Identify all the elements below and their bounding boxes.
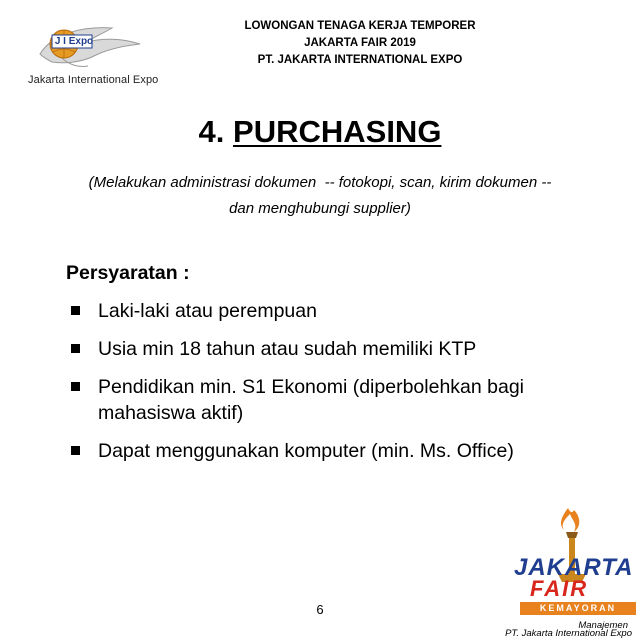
requirements-list	[68, 298, 608, 476]
document-header	[200, 18, 520, 69]
jiexpo-caption: Jakarta International Expo	[28, 74, 159, 86]
title-text: PURCHASING	[233, 114, 442, 149]
header-line-1: LOWONGAN TENAGA KERJA TEMPORER	[244, 20, 476, 32]
manajemen-label: Manajemen	[578, 620, 628, 631]
kemayoran-text: KEMAYORAN	[539, 603, 617, 613]
footer-company-name: PT. Jakarta International Expo	[505, 628, 632, 639]
header-line-2: JAKARTA FAIR 2019	[304, 37, 416, 49]
logo-word-jakarta: JAKARTA	[514, 554, 634, 581]
page-title	[0, 112, 640, 152]
list-item	[68, 374, 608, 426]
requirement-text: Usia min 18 tahun atau sudah memiliki KTP	[98, 338, 477, 360]
list-item	[68, 298, 608, 324]
page-number: 6	[316, 602, 324, 617]
square-bullet-icon	[71, 382, 80, 391]
header-line-3: PT. JAKARTA INTERNATIONAL EXPO	[257, 54, 463, 66]
title-number: 4.	[198, 114, 225, 149]
requirement-text: Laki-laki atau perempuan	[98, 300, 317, 322]
requirements-heading: Persyaratan :	[66, 262, 190, 284]
list-item	[68, 438, 608, 464]
job-description	[30, 170, 610, 222]
requirement-text: Pendidikan min. S1 Ekonomi (diperbolehkan bagi mahasiswa aktif)	[98, 376, 525, 424]
square-bullet-icon	[71, 306, 80, 315]
jiexpo-badge-text: J I Expo	[54, 36, 94, 47]
list-item	[68, 336, 608, 362]
eagle-globe-icon	[22, 20, 162, 76]
square-bullet-icon	[71, 446, 80, 455]
description-line-1: (Melakukan administrasi dokumen -- fotokopi, scan, kirim dokumen --	[88, 174, 552, 191]
kemayoran-banner	[520, 602, 636, 615]
requirement-text: Dapat menggunakan komputer (min. Ms. Office)	[98, 440, 514, 462]
description-line-2: dan menghubungi supplier)	[229, 200, 411, 217]
square-bullet-icon	[71, 344, 80, 353]
logo-word-fair: FAIR	[530, 576, 589, 601]
jakarta-fair-logo	[508, 502, 638, 640]
jiexpo-logo	[22, 20, 162, 90]
